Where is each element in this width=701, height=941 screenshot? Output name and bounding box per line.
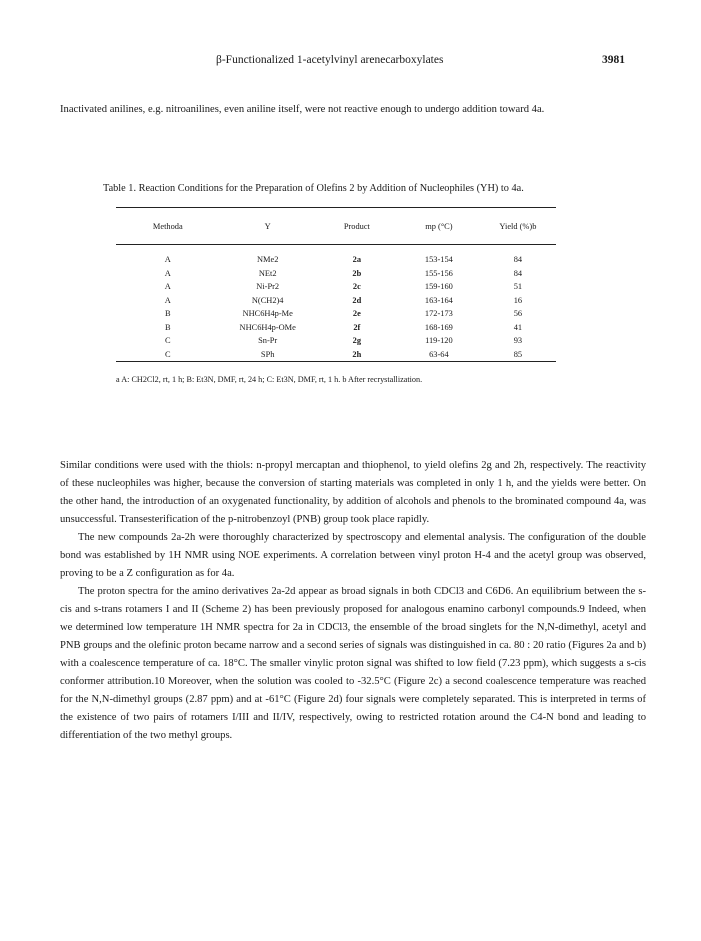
nucleophile-cell: NHC6H4p-Me (242, 309, 293, 319)
table-row (116, 307, 556, 321)
reaction-conditions-table (116, 207, 556, 362)
column-header: Product (343, 221, 370, 231)
method-cell: B (165, 309, 171, 319)
product-cell: 2g (352, 336, 362, 346)
table-caption: Table 1. Reaction Conditions for the Preparation of Olefins 2 by Addition of Nucleophiles (YH) to 4a. (103, 183, 524, 194)
product-cell: 2b (352, 268, 362, 278)
nucleophile-cell: NHC6H4p-OMe (239, 322, 296, 332)
body-paragraph: The proton spectra for the amino derivatives 2a-2d appear as broad signals in both CDCl3 and C6D6. An equilibrium between the s-cis and s-trans rotamers I and II (Scheme 2) has been previously proposed for analogous enamino carbonyl compounds.9 Indeed, when we determined low temperature 1H NMR spectra for 2a in CDCl3, the ensemble of the broad singlets for the N,N-dimethyl, acetyl and PNB groups and the olefinic proton became narrow and a second series of signals was distinguished in ca. 80 : 20 ratio (Figures 2a and b) with a coalescence temperature of ca. 18°C. The smaller vinylic proton signal was shifted to low field (7.23 ppm), which suggests a s-cis conformer attribution.10 Moreover, when the solution was cooled to -32.5°C (Figure 2c) a second coalescence temperature was reached for the N,N-dimethyl groups (2.87 ppm) and at -61°C (Figure 2d) four signals were completely separated. This is interpreted in terms of the existence of two pairs of rotamers I/III and II/IV, respectively, owing to restricted rotation around the C4-N bond and leading to differentiation of the two methyl groups. (60, 586, 646, 741)
yield-cell: 84 (513, 255, 523, 265)
product-cell: 2h (352, 349, 362, 359)
table-row (116, 245, 556, 267)
mp-cell: 63-64 (429, 349, 449, 359)
mp-cell: 153-154 (424, 255, 453, 265)
nucleophile-cell: Sn-Pr (258, 336, 278, 346)
mp-cell: 163-164 (424, 295, 453, 305)
mp-cell: 159-160 (424, 282, 453, 292)
method-cell: B (165, 322, 171, 332)
column-header: mp (°C) (425, 221, 453, 231)
table-row (116, 348, 556, 362)
nucleophile-cell: N(CH2)4 (251, 295, 284, 305)
method-cell: A (164, 282, 171, 292)
yield-cell: 93 (513, 336, 523, 346)
table-header-row (116, 208, 556, 245)
table-row (116, 294, 556, 308)
product-cell: 2a (352, 255, 362, 265)
page-number: 3981 (602, 54, 625, 66)
body-text (60, 457, 646, 745)
method-cell: A (164, 295, 171, 305)
table-row (116, 280, 556, 294)
mp-cell: 168-169 (424, 322, 453, 332)
yield-cell: 84 (513, 268, 523, 278)
yield-cell: 85 (513, 349, 523, 359)
table-footnote: a A: CH2Cl2, rt, 1 h; B: Et3N, DMF, rt, 24 h; C: Et3N, DMF, rt, 1 h. b After recrystallization. (116, 375, 423, 384)
yield-cell: 51 (513, 282, 523, 292)
mp-cell: 172-173 (424, 309, 453, 319)
nucleophile-cell: NMe2 (256, 255, 279, 265)
table-row (116, 334, 556, 348)
product-cell: 2e (352, 309, 361, 319)
nucleophile-cell: Ni-Pr2 (256, 282, 280, 292)
table-row (116, 321, 556, 335)
yield-cell: 41 (513, 322, 523, 332)
product-cell: 2f (353, 322, 361, 332)
column-header: Methoda (152, 221, 183, 231)
running-title: β-Functionalized 1-acetylvinyl arenecarboxylates (216, 54, 444, 66)
body-paragraph: Similar conditions were used with the thiols: n-propyl mercaptan and thiophenol, to yield olefins 2g and 2h, respectively. The reactivity of these nucleophiles was higher, because the conversion of starting materials was completed in only 1 h, and the yields were better. On the other hand, the introduction of an oxygenated functionality, by addition of alcohols and phenols to the brominated compound 4a, was unsuccessful. Transesterification of the p-nitrobenzoyl (PNB) group took place rapidly. (60, 460, 646, 525)
yield-cell: 56 (513, 309, 523, 319)
mp-cell: 155-156 (424, 268, 453, 278)
table-row (116, 267, 556, 281)
method-cell: A (164, 268, 171, 278)
method-cell: C (165, 349, 171, 359)
nucleophile-cell: SPh (260, 349, 275, 359)
column-header: Y (264, 221, 271, 231)
yield-cell: 16 (513, 295, 523, 305)
intro-paragraph: Inactivated anilines, e.g. nitroanilines, even aniline itself, were not reactive enough to undergo addition toward 4a. (60, 104, 545, 115)
product-cell: 2d (352, 295, 362, 305)
nucleophile-cell: NEt2 (258, 268, 277, 278)
mp-cell: 119-120 (425, 336, 453, 346)
method-cell: A (164, 255, 171, 265)
method-cell: C (165, 336, 171, 346)
column-header: Yield (%)b (499, 221, 537, 231)
body-paragraph: The new compounds 2a-2h were thoroughly characterized by spectroscopy and elemental analysis. The configuration of the double bond was established by 1H NMR using NOE experiments. A correlation between vinyl proton H-4 and the acetyl group was observed, proving to be a Z configuration as for 4a. (60, 532, 646, 579)
product-cell: 2c (352, 282, 361, 292)
